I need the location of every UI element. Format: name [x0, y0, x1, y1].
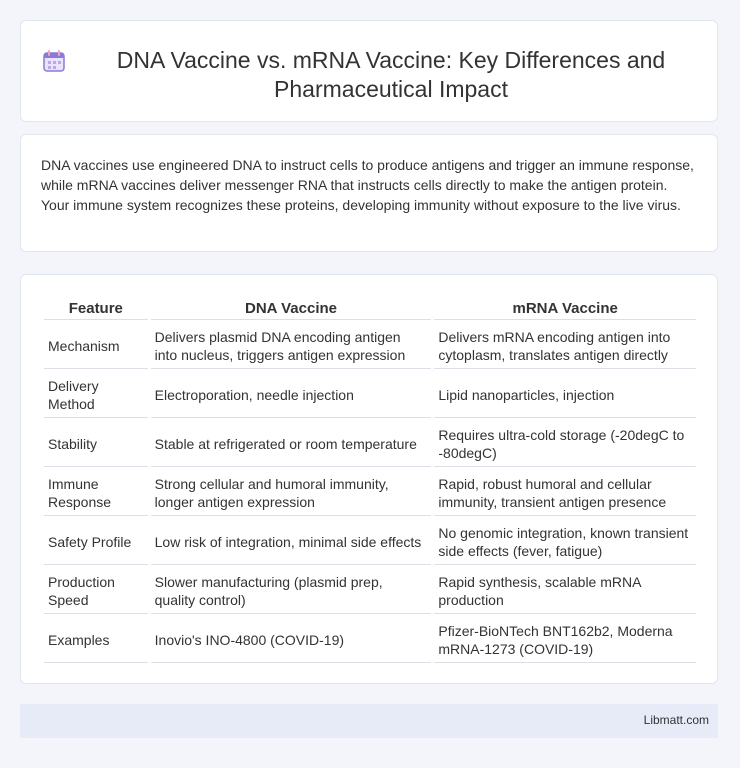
feature-cell: Mechanism: [44, 323, 148, 369]
dna-cell: Delivers plasmid DNA encoding antigen into nucleus, triggers antigen expression: [151, 323, 432, 369]
page-title: DNA Vaccine vs. mRNA Vaccine: Key Differences and Pharmaceutical Impact: [116, 47, 666, 102]
feature-cell: Delivery Method: [44, 372, 148, 418]
feature-cell: Stability: [44, 421, 148, 467]
table-row: [44, 617, 696, 663]
table-row: [44, 519, 696, 565]
table-row: [44, 323, 696, 369]
title-row: [21, 21, 717, 104]
feature-cell: Immune Response: [44, 470, 148, 516]
mrna-cell: Lipid nanoparticles, injection: [434, 372, 696, 418]
mrna-cell: Requires ultra-cold storage (-20degC to -80degC): [434, 421, 696, 467]
footer-bar: [20, 704, 718, 738]
calendar-icon: [41, 48, 67, 74]
title-card: [20, 20, 718, 122]
dna-cell: Inovio's INO-4800 (COVID-19): [151, 617, 432, 663]
header-feature: Feature: [44, 298, 148, 320]
intro-card: [20, 134, 718, 252]
mrna-cell: Rapid synthesis, scalable mRNA production: [434, 568, 696, 614]
mrna-cell: No genomic integration, known transient side effects (fever, fatigue): [434, 519, 696, 565]
table-row: [44, 470, 696, 516]
header-dna-vaccine: DNA Vaccine: [151, 298, 432, 320]
comparison-table: [41, 295, 699, 666]
dna-cell: Low risk of integration, minimal side effects: [151, 519, 432, 565]
mrna-cell: Rapid, robust humoral and cellular immunity, transient antigen presence: [434, 470, 696, 516]
table-row: [44, 568, 696, 614]
footer-brand-link[interactable]: Libmatt.com: [643, 713, 709, 727]
dna-cell: Slower manufacturing (plasmid prep, quality control): [151, 568, 432, 614]
feature-cell: Examples: [44, 617, 148, 663]
header-mrna-vaccine: mRNA Vaccine: [434, 298, 696, 320]
feature-cell: Safety Profile: [44, 519, 148, 565]
dna-cell: Stable at refrigerated or room temperature: [151, 421, 432, 467]
mrna-cell: Pfizer-BioNTech BNT162b2, Moderna mRNA-1273 (COVID-19): [434, 617, 696, 663]
table-header-row: [44, 298, 696, 320]
comparison-card: [20, 274, 718, 684]
dna-cell: Strong cellular and humoral immunity, longer antigen expression: [151, 470, 432, 516]
table-row: [44, 372, 696, 418]
mrna-cell: Delivers mRNA encoding antigen into cytoplasm, translates antigen directly: [434, 323, 696, 369]
feature-cell: Production Speed: [44, 568, 148, 614]
dna-cell: Electroporation, needle injection: [151, 372, 432, 418]
table-row: [44, 421, 696, 467]
intro-paragraph: DNA vaccines use engineered DNA to instruct cells to produce antigens and trigger an immune response, while mRNA vaccines deliver messenger RNA that instructs cells directly to make the antigen protein. Your immune system recognizes these proteins, developing immunity without exposure to the live virus.: [41, 157, 694, 213]
